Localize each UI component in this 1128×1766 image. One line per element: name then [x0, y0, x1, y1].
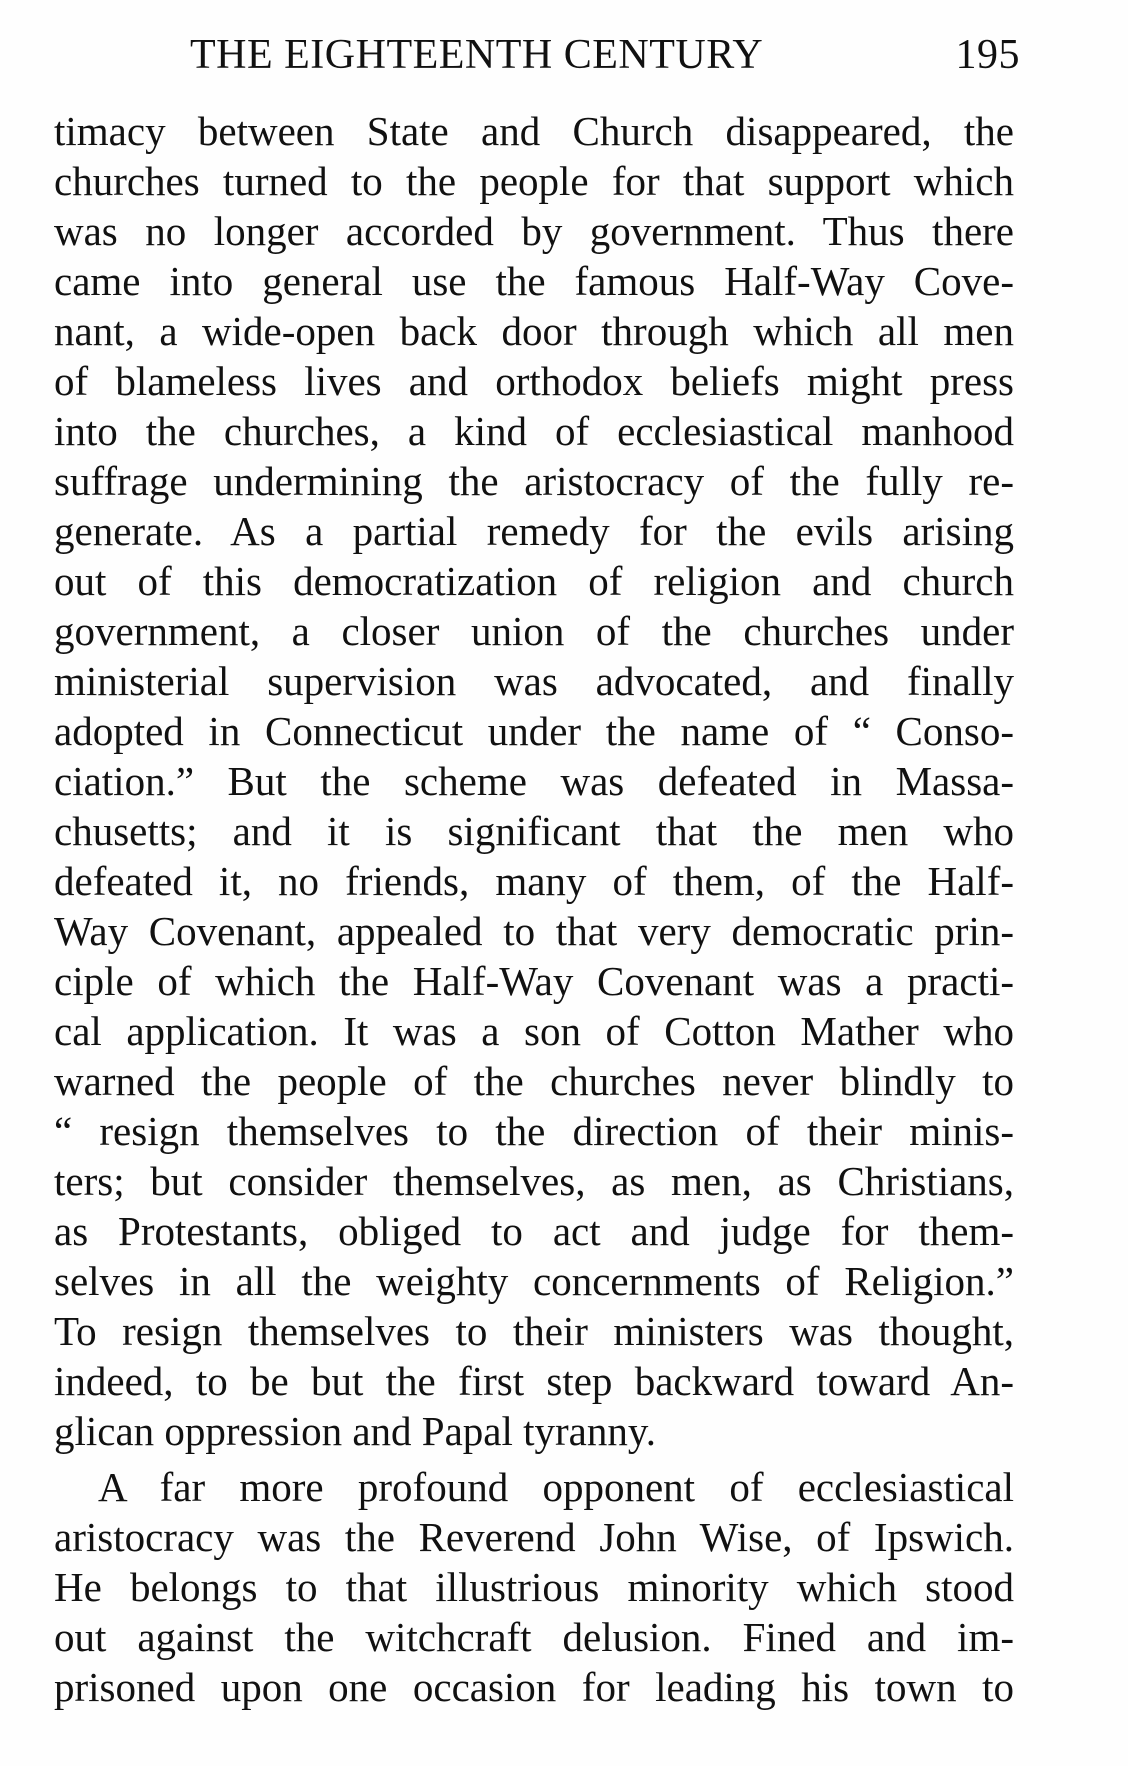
- text-line: ministerial supervision was advocated, and finally: [54, 658, 1014, 704]
- body-text: [54, 106, 1014, 1712]
- paragraph-2: [54, 1462, 1014, 1712]
- text-line: A far more profound opponent of ecclesiastical: [98, 1464, 1014, 1510]
- text-line: adopted in Connecticut under the name of “ Conso-: [54, 708, 1014, 754]
- text-line: out against the witchcraft delusion. Fined and im-: [54, 1614, 1014, 1660]
- running-head: [190, 30, 1020, 80]
- text-line: churches turned to the people for that support which: [54, 158, 1014, 204]
- text-line: nant, a wide-open back door through which all men: [54, 308, 1014, 354]
- page-number: 195: [955, 32, 1020, 78]
- text-line: cal application. It was a son of Cotton Mather who: [54, 1008, 1014, 1054]
- paragraph-1: [54, 106, 1014, 1456]
- text-line: suffrage undermining the aristocracy of the fully re-: [54, 458, 1014, 504]
- text-line: came into general use the famous Half-Way Cove-: [54, 258, 1014, 304]
- text-line: glican oppression and Papal tyranny.: [54, 1408, 656, 1454]
- text-line: as Protestants, obliged to act and judge for them-: [54, 1208, 1014, 1254]
- text-line: into the churches, a kind of ecclesiastical manhood: [54, 408, 1014, 454]
- text-line: Way Covenant, appealed to that very democratic prin-: [54, 908, 1014, 954]
- text-line: prisoned upon one occasion for leading his town to: [54, 1664, 1014, 1710]
- text-line: He belongs to that illustrious minority which stood: [54, 1564, 1014, 1610]
- chapter-title: THE EIGHTEENTH CENTURY: [190, 32, 764, 78]
- text-line: ciation.” But the scheme was defeated in Massa-: [54, 758, 1014, 804]
- text-line: selves in all the weighty concernments of Religion.”: [54, 1258, 1014, 1304]
- text-line: ters; but consider themselves, as men, as Christians,: [54, 1158, 1014, 1204]
- text-line: government, a closer union of the churches under: [54, 608, 1014, 654]
- text-line: “ resign themselves to the direction of their minis-: [54, 1108, 1014, 1154]
- text-line: defeated it, no friends, many of them, of the Half-: [54, 858, 1014, 904]
- text-line: out of this democratization of religion and church: [54, 558, 1014, 604]
- text-line: of blameless lives and orthodox beliefs might press: [54, 358, 1014, 404]
- text-line: To resign themselves to their ministers was thought,: [54, 1308, 1014, 1354]
- text-line: aristocracy was the Reverend John Wise, of Ipswich.: [54, 1514, 1014, 1560]
- text-line: generate. As a partial remedy for the evils arising: [54, 508, 1014, 554]
- text-line: ciple of which the Half-Way Covenant was a practi-: [54, 958, 1014, 1004]
- text-line: was no longer accorded by government. Thus there: [54, 208, 1014, 254]
- text-line: chusetts; and it is significant that the men who: [54, 808, 1014, 854]
- text-line: indeed, to be but the first step backward toward An-: [54, 1358, 1014, 1404]
- text-line: timacy between State and Church disappeared, the: [54, 108, 1014, 154]
- text-line: warned the people of the churches never blindly to: [54, 1058, 1014, 1104]
